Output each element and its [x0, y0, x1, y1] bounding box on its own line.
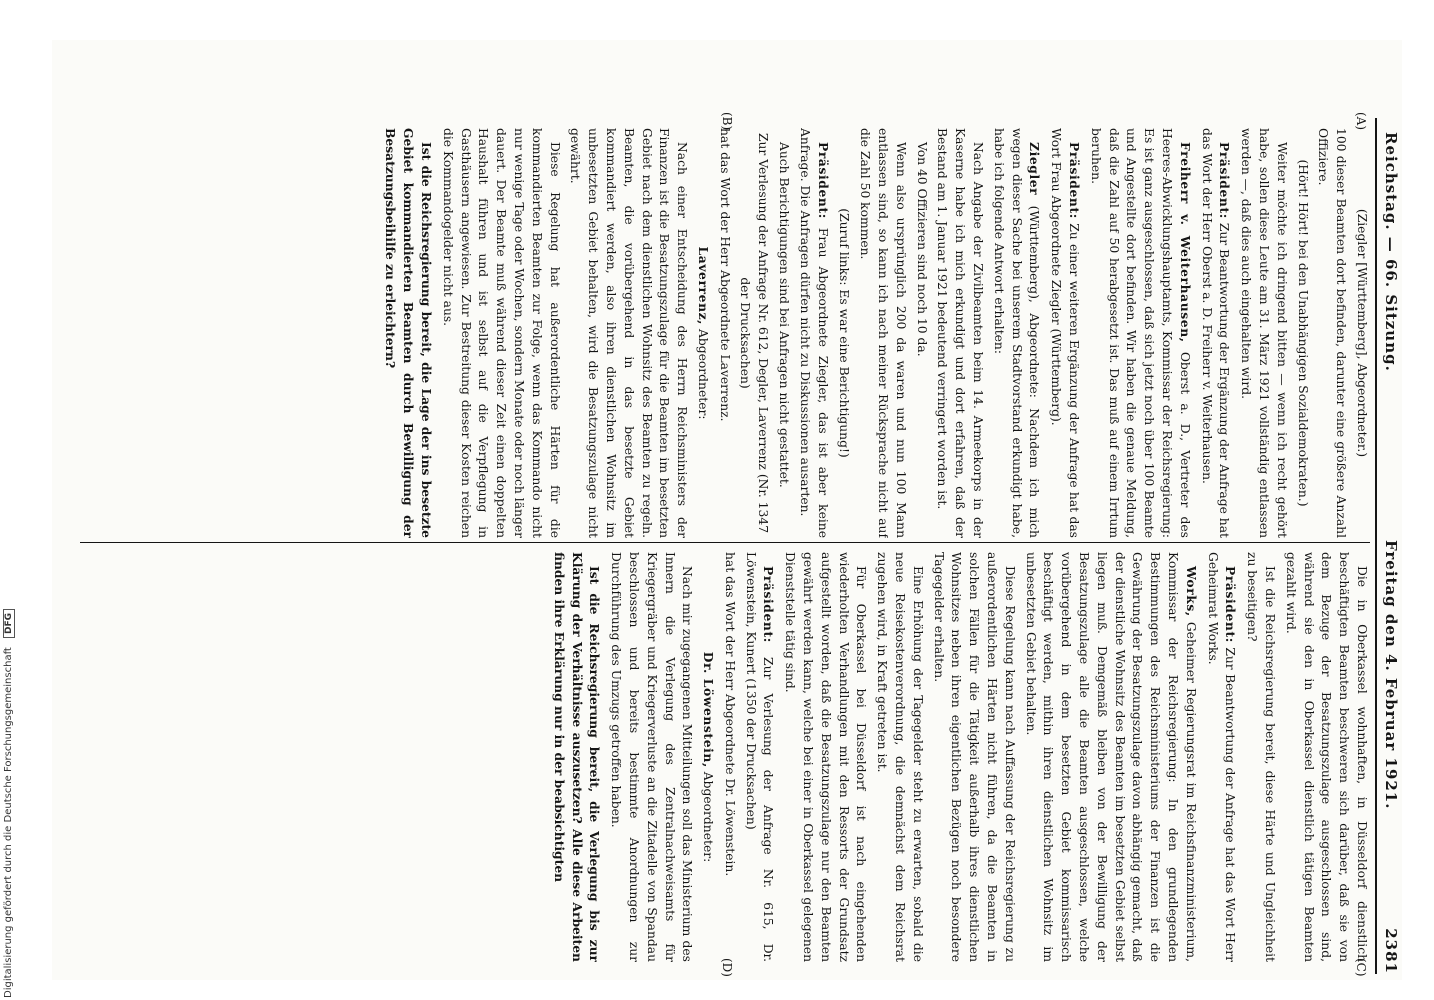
column-divider — [80, 542, 1370, 543]
paragraph: Nach einer Entscheidung des Herrn Reichsministers der Finanzen ist die Besatzungszulage für die Beamten im besetzten Gebiet nach dem dienstlichen Wohnsitz des Beamten zu regeln. Beamten, die vorübergehend in das besetzte Gebiet kommandiert werden, also ihren dienstlichen Wohnsitz im unbesetzten Gebiet behalten, wird die Besatzungszulage nicht gewährt. — [568, 128, 690, 538]
speaker-name: Präsident: — [761, 566, 777, 643]
digitization-footer — [3, 609, 15, 998]
paragraph: Von 40 Offizieren sind noch 10 da. — [914, 142, 929, 357]
paragraph: Weiter möchte ich dringend bitten — wenn ich recht gehört habe, sollen diese Leute am 31. März 1921 vollständig entlassen werden —, daß dies auch eingehalten wird. — [1239, 128, 1289, 538]
paragraph — [1203, 552, 1240, 962]
speaker-name: Dr. Löwenstein, — [701, 651, 717, 768]
header-left: Reichstag. — 66. Sitzung. — [1382, 132, 1400, 372]
paragraph: hat das Wort der Herr Abgeordnete Dr. Löwenstein. — [722, 552, 737, 877]
paragraph — [989, 128, 1043, 538]
paragraph: Diese Regelung kann nach Auffassung der Reichsregierung zu außerordentlichen Härten nicht führen, da die Beamten in solchen Fällen für die Tätigkeit außerhalb ihres dienstlichen Wohnsitzes neben ihren eigentlichen Bezügen noch besondere Tagegelder erhalten. — [931, 552, 1017, 962]
dfg-logo: DFG — [3, 609, 15, 638]
paragraph: (Ziegler [Württemberg], Abgeordneter.) — [1355, 208, 1369, 458]
paragraph: Nach Angabe der Zivilbeamten beim 14. Armeekorps in der Kaserne habe ich mich erkundigt und dort erfahren, daß der Bestand am 1. Januar 1921 bedeutend verringert worden ist. — [935, 128, 986, 538]
paragraph: Diese Regelung hat außerordentliche Härten für die kommandierten Beamten zur Folge, wenn das Kommando nicht nur wenige Tage oder Wochen, sondern Monate oder noch länger dauert. Der Beamte muß während dieser Zeit einen doppelten Haushalt führen und ist selbst auf die Verpflegung in Gasthäusern angewiesen. Zur Bestreitung dieser Kosten reichen die Kommandogelder nicht aus. — [440, 128, 562, 538]
paragraph: Auch Berichtigungen sind bei Anfragen nicht gestattet. — [777, 142, 792, 488]
paragraph: 100 dieser Beamten dort befinden, darunter eine größere Anzahl Offiziere. — [1316, 128, 1349, 538]
speech-text: Zur Beantwortung der Anfrage hat das Wort Herr Geheimrat Works. — [1205, 552, 1238, 962]
paragraph: Ist die Reichsregierung bereit, die Lage der ins besetzte Gebiet kommandierten Beamten durch Bewilligung der Besatzungsbeihilfe zu erleichtern? — [383, 128, 434, 538]
right-column — [50, 552, 1370, 962]
paragraph: Für Oberkassel bei Düsseldorf ist nach eingehenden wiederholten Verhandlungen mit den Ressorts der Grundsatz aufgestellt worden, daß die Besatzungszulage nur den Beamten gewährt werden kann, welche bei einer in Oberkassel gelegenen Dienststelle tätig sind. — [783, 552, 869, 962]
paragraph: Ist die Reichsregierung bereit, die Verlegung bis zur Klärung der Verhältnisse auszusetzen? Alle diese Arbeiten finden ihre Erklärung nur in der beabsichtigten — [551, 552, 603, 962]
paragraph: Eine Erhöhung der Tagegelder steht zu erwarten, sobald die neue Reisekostenverordnung, die demnächst dem Reichsrat zugehen wird, in Kraft getreten ist. — [875, 552, 925, 962]
paragraph — [741, 552, 778, 962]
paragraph: Ist die Reichsregierung bereit, diese Härte und Ungleichheit zu beseitigen? — [1245, 552, 1278, 962]
speech-text: (Württemberg), Abgeordnete: Nachdem ich mich wegen dieser Sache bei unserem Stadtvorstand erkundigt habe, habe ich folgende Antwort erhalten: — [991, 128, 1042, 538]
margin-letter-a: (A) — [1354, 112, 1368, 131]
paragraph — [1086, 128, 1194, 538]
interjection: (Hört! Hört! bei den Unabhängigen Sozialdemokraten.) — [1295, 159, 1310, 507]
header-date: Freitag den 4. Februar 1921. — [1382, 540, 1400, 810]
speech-text: Zur Beantwortung der Ergänzung der Anfrage hat das Wort der Herr Oberst a. D. Freiherr v. Weiterhausen. — [1199, 128, 1232, 538]
footer-text: Digitalisierung gefördert durch die Deutsche Forschungsgemeinschaft — [3, 647, 14, 998]
speech-text: Abgeordneter: — [695, 329, 710, 420]
speaker-name: Präsident: — [1223, 566, 1239, 643]
paragraph: Zur Verlesung der Anfrage Nr. 612, Degler, Laverrenz (Nr. 1347 der Drucksachen) — [738, 132, 771, 534]
speech-text: Geheimer Regierungsrat im Reichsfinanzministerium, Kommissar der Reichsregierung: In den grundlegenden Bestimmungen des Reichsministeriums der Finanzen ist die Gewährung der Besatzungszulage davon abhängig gemacht, daß der dienstliche Wohnsitz des Beamten im besetzten Gebiet selbst liegen muß. Demgemäß bleiben von der Bewilligung der Besatzungszulage alle die Beamten ausgeschlossen, welche vorübergehend in dem besetzten Gebiet kommissarisch beschäftigt werden, mithin ihren dienstlichen Wohnsitz im unbesetzten Gebiet behalten. — [1023, 552, 1198, 962]
margin-letter-c: (C) — [1354, 958, 1368, 977]
speaker-name: Freiherr v. Weiterhausen, — [1177, 142, 1193, 343]
speaker-name: Präsident: — [1217, 142, 1233, 219]
paragraph: Die in Oberkassel wohnhaften, in Düsseldorf dienstlich beschäftigten Beamten beschweren sich darüber, daß sie von dem Bezuge der Besatzungszulage ausgeschlossen sind, während sie den in Oberkassel dienstlich tätigen Beamten gezahlt wird. — [1283, 552, 1369, 962]
speech-text: Zu einer weiteren Ergänzung der Anfrage hat das Wort Frau Abgeordnete Ziegler (Württemberg). — [1049, 128, 1082, 538]
header-rule — [1375, 118, 1377, 974]
speech-text: Frau Abgeordnete Ziegler, das ist aber keine Anfrage. Die Anfragen dürfen nicht zu Diskussionen ausarten. — [797, 128, 830, 538]
speaker-name: Laverrenz, — [695, 246, 711, 326]
paragraph — [693, 128, 712, 538]
paragraph — [698, 552, 717, 962]
speaker-name: Ziegler — [1027, 142, 1043, 196]
paragraph — [1021, 552, 1200, 962]
rotated-document-page — [52, 40, 1402, 980]
paragraph: Wenn also ursprünglich 200 da waren und nun 100 Mann entlassen sind, so kann ich nach meiner Rücksprache nicht auf die Zahl 50 kommen. — [858, 128, 908, 538]
speech-text: Zur Verlesung der Anfrage Nr. 615, Dr. Löwenstein, Kunert (1350 der Drucksachen) — [743, 552, 776, 962]
left-column — [50, 128, 1370, 538]
margin-letter-b: (B) — [720, 112, 734, 131]
margin-letter-d: (D) — [720, 958, 734, 977]
page-header — [1378, 40, 1402, 980]
interjection: (Zuruf links: Es war eine Berichtigung!) — [837, 208, 852, 458]
speaker-name: Works, — [1183, 566, 1199, 617]
paragraph — [1197, 128, 1234, 538]
speech-text: Abgeordneter: — [701, 771, 716, 863]
paragraph: hat das Wort der Herr Abgeordnete Laverrenz. — [717, 128, 732, 422]
speaker-name: Präsident: — [1067, 142, 1083, 219]
paragraph — [1046, 128, 1083, 538]
paragraph: Nach mir zugegangenen Mitteilungen soll das Ministerium des Innern die Verlegung des Zentralnachweisamts für Kriegergräber und Kriegerverluste an die Zitadelle von Spandau beschlossen und bereits bestimmte Anordnungen zur Durchführung des Umzugs getroffen haben. — [609, 552, 695, 962]
speech-text: Oberst a. D., Vertreter des Heeres-Abwicklungshauptamts, Kommissar der Reichsregierung: Es ist ganz ausgeschlossen, daß sich jetzt noch über 100 Beamte und Angestellte dort befinden. Wir haben die genaue Meldung, daß die Zahl auf 50 herabgesetzt ist. Das muß auf einem Irrtum beruhen. — [1088, 128, 1192, 538]
page-number: 2381 — [1382, 928, 1400, 974]
speaker-name: Präsident: — [815, 142, 831, 219]
paragraph — [795, 128, 832, 538]
